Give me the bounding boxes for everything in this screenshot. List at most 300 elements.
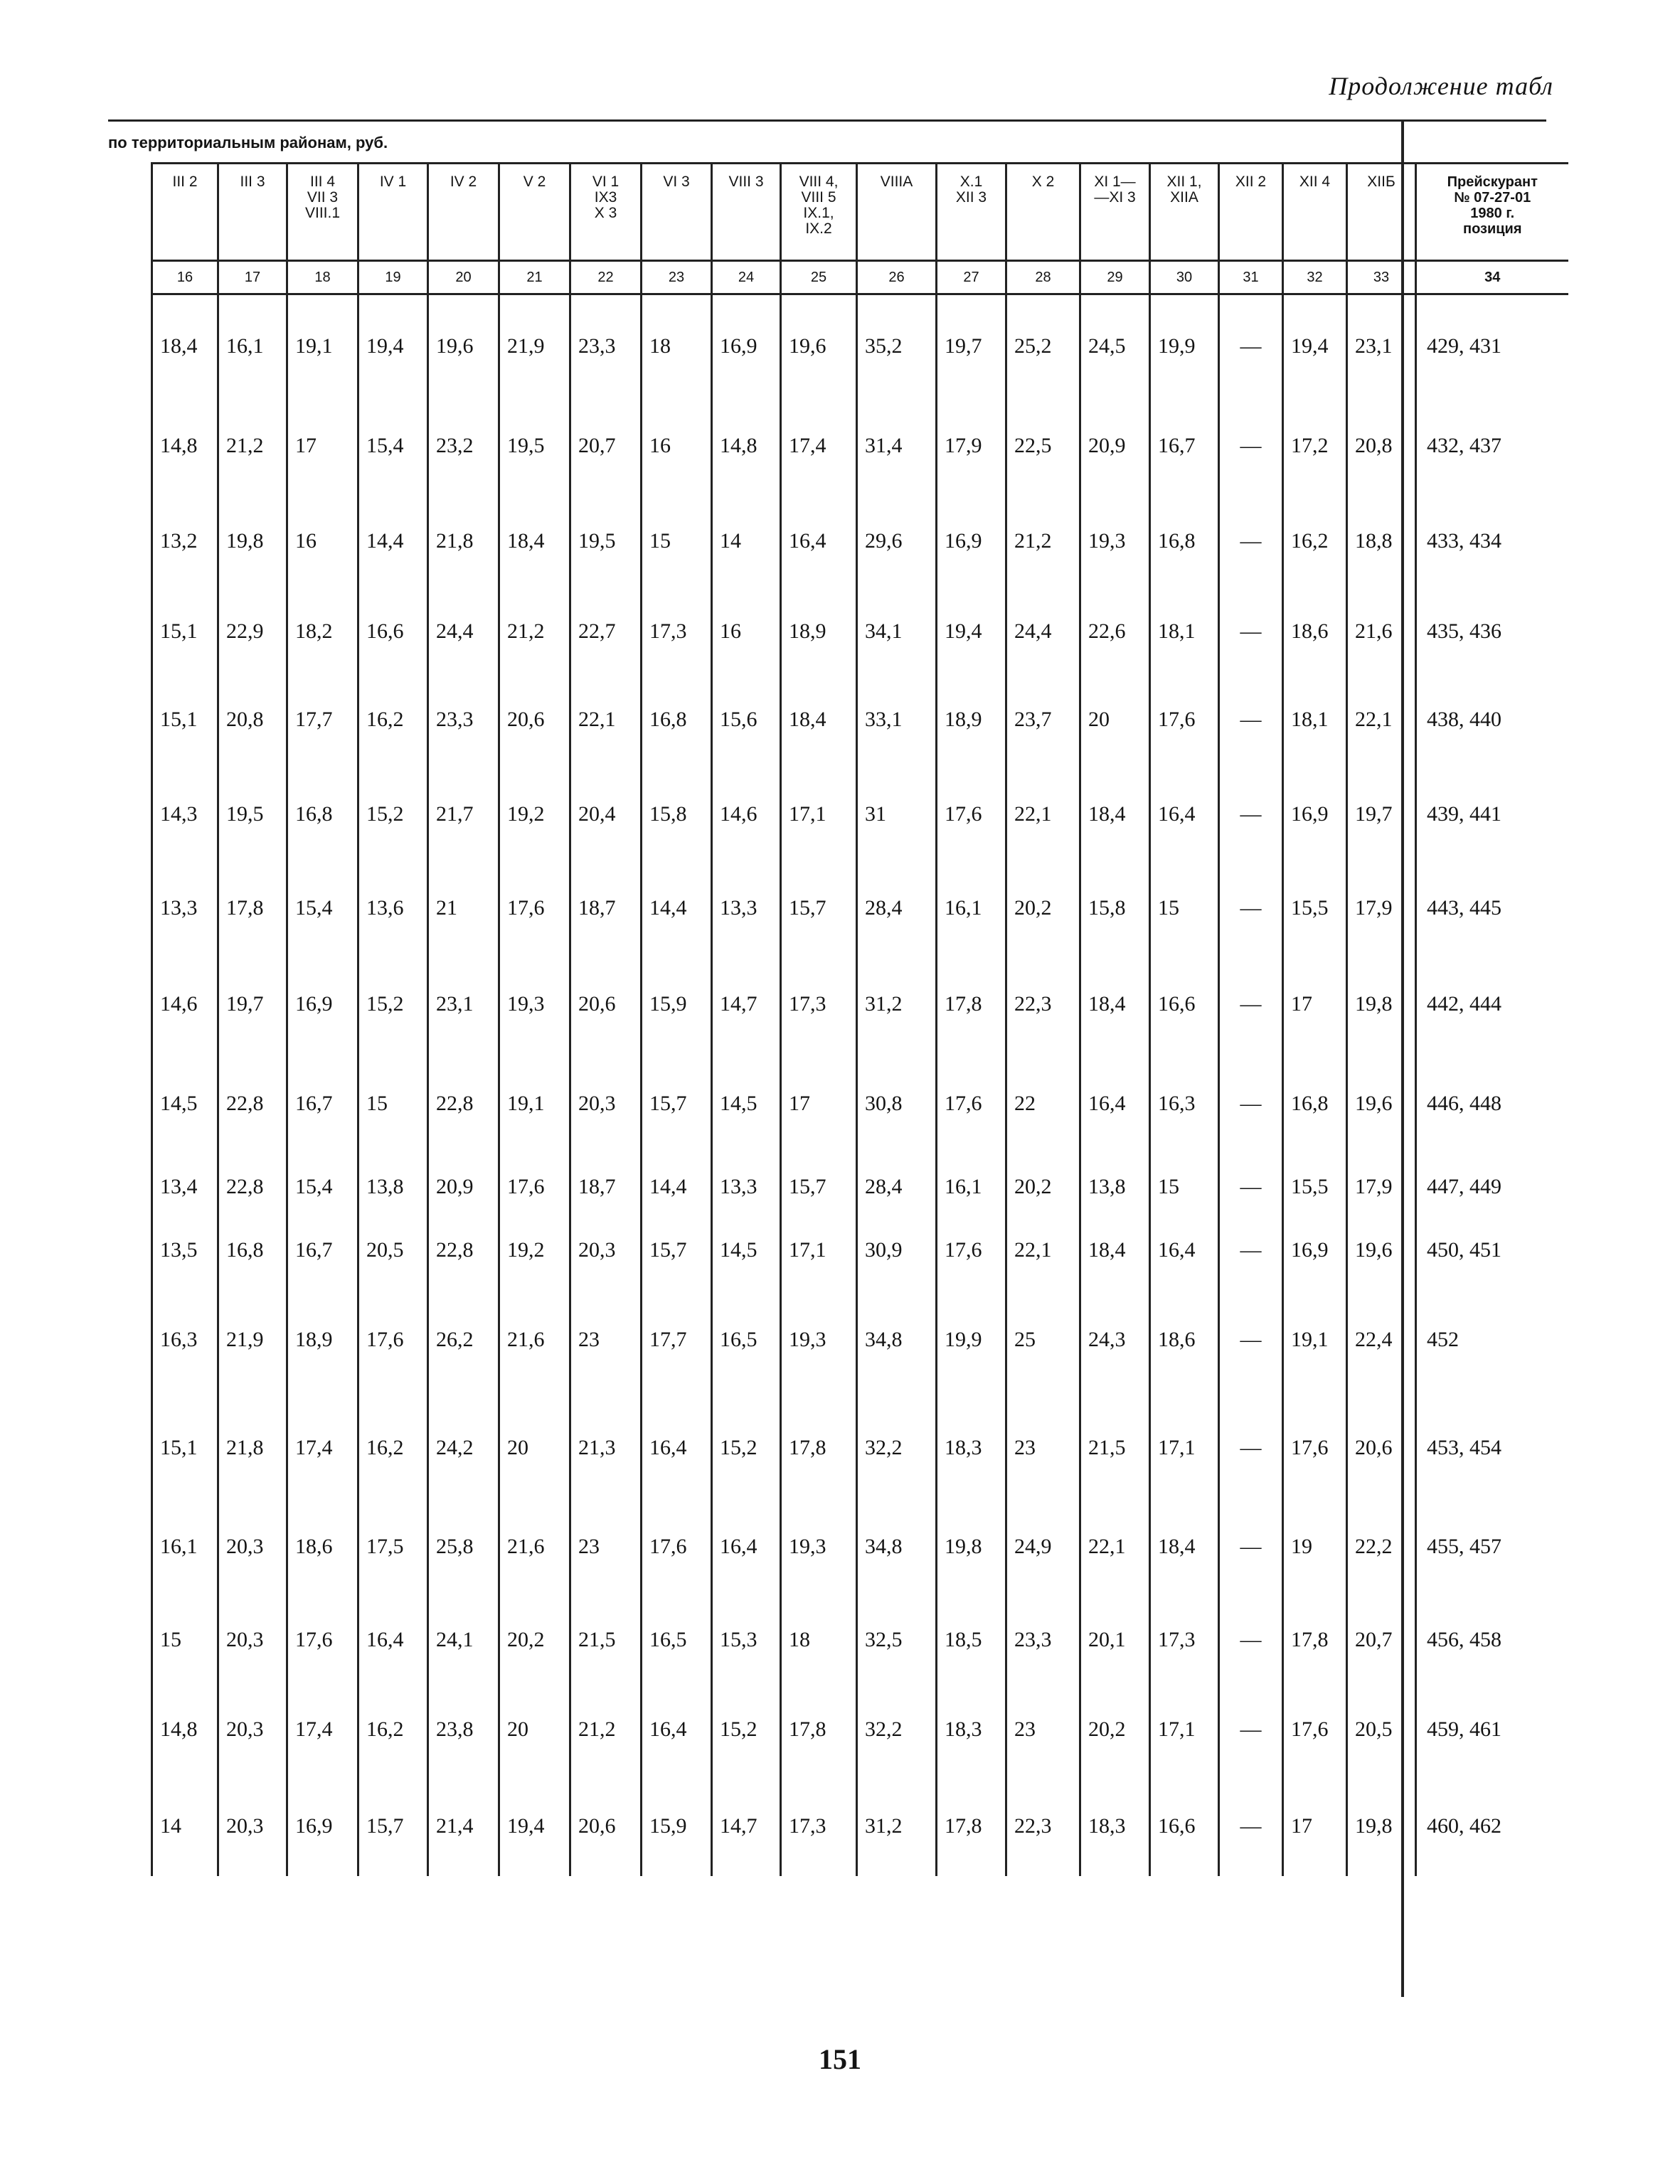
table-cell: 22,3	[1006, 954, 1080, 1055]
table-row	[152, 1683, 1568, 1777]
table-cell: 17,6	[937, 765, 1006, 863]
table-cell: —	[1219, 954, 1283, 1055]
table-cell: —	[1219, 765, 1283, 863]
table-cell: —	[1219, 1496, 1283, 1597]
table-cell: 20,3	[218, 1496, 287, 1597]
table-cell: 18	[642, 294, 712, 398]
table-cell: —	[1219, 675, 1283, 765]
table-cell: 22,3	[1006, 1777, 1080, 1876]
table-cell: 16,7	[287, 1221, 358, 1279]
table-cell: 29,6	[857, 494, 937, 588]
column-number: 26	[857, 261, 937, 294]
table-cell: —	[1219, 494, 1283, 588]
table-cell: 15,9	[642, 1777, 712, 1876]
table-cell: 20,7	[570, 398, 642, 494]
table-cell: 19,3	[1080, 494, 1150, 588]
table-cell: 16,4	[358, 1597, 428, 1683]
table-cell: 20,3	[218, 1777, 287, 1876]
table-cell: —	[1219, 863, 1283, 954]
table-cell: 14	[712, 494, 781, 588]
table-cell: 18,9	[287, 1279, 358, 1400]
table-cell: 22,8	[428, 1221, 499, 1279]
table-cell: 19,6	[1347, 1221, 1416, 1279]
table-cell: 17,9	[1347, 1154, 1416, 1221]
price-list-position-cell: 447, 449	[1416, 1154, 1568, 1221]
table-cell: 23,1	[428, 954, 499, 1055]
table-cell: 18,3	[937, 1400, 1006, 1496]
table-cell: 16,6	[358, 588, 428, 675]
table-cell: 17,4	[287, 1683, 358, 1777]
table-cell: 22,8	[428, 1055, 499, 1154]
table-cell: 32,2	[857, 1683, 937, 1777]
table-cell: 15	[642, 494, 712, 588]
table-cell: 17,8	[937, 954, 1006, 1055]
table-cell: 16,4	[712, 1496, 781, 1597]
table-cell: 21,3	[570, 1400, 642, 1496]
column-header: XII 1, XIIA	[1150, 164, 1219, 261]
table-cell: 23,1	[1347, 294, 1416, 398]
table-cell: 24,3	[1080, 1279, 1150, 1400]
table-cell: 31,2	[857, 954, 937, 1055]
table-row	[152, 1400, 1568, 1496]
table-cell: 15,1	[152, 1400, 218, 1496]
table-row	[152, 1597, 1568, 1683]
table-cell: 30,8	[857, 1055, 937, 1154]
table-cell: 17,4	[287, 1400, 358, 1496]
table-cell: 23	[570, 1496, 642, 1597]
table-cell: 22,8	[218, 1055, 287, 1154]
table-cell: 17,9	[937, 398, 1006, 494]
table-cell: 19,3	[781, 1496, 857, 1597]
column-header: XII 4	[1283, 164, 1347, 261]
column-header: X 2	[1006, 164, 1080, 261]
column-number: 24	[712, 261, 781, 294]
table-cell: 20,6	[1347, 1400, 1416, 1496]
table-cell: 18,6	[1150, 1279, 1219, 1400]
table-cell: 28,4	[857, 863, 937, 954]
column-number: 19	[358, 261, 428, 294]
table-cell: 20,3	[570, 1221, 642, 1279]
table-cell: 21,7	[428, 765, 499, 863]
table-cell: 18,1	[1283, 675, 1347, 765]
column-number: 30	[1150, 261, 1219, 294]
table-cell: 16,9	[937, 494, 1006, 588]
table-cell: 15,2	[358, 954, 428, 1055]
table-cell: 13,3	[712, 1154, 781, 1221]
table-cell: 18,6	[1283, 588, 1347, 675]
table-cell: 17,8	[1283, 1597, 1347, 1683]
price-list-position-cell: 442, 444	[1416, 954, 1568, 1055]
table-cell: 22,9	[218, 588, 287, 675]
table-cell: 15,1	[152, 588, 218, 675]
column-number: 21	[499, 261, 570, 294]
column-number: 16	[152, 261, 218, 294]
table-cell: 15,2	[712, 1683, 781, 1777]
table-cell: 22,1	[1006, 765, 1080, 863]
table-cell: 17,7	[287, 675, 358, 765]
table-cell: 20,9	[1080, 398, 1150, 494]
table-cell: 17,6	[499, 863, 570, 954]
table-cell: 19,4	[358, 294, 428, 398]
table-cell: 15,2	[358, 765, 428, 863]
table-cell: 18	[781, 1597, 857, 1683]
table-cell: 20,8	[1347, 398, 1416, 494]
table-cell: 16,4	[1080, 1055, 1150, 1154]
table-row	[152, 1496, 1568, 1597]
table-cell: —	[1219, 1777, 1283, 1876]
table-body	[152, 294, 1568, 1876]
table-cell: 14,4	[642, 1154, 712, 1221]
table-cell: 26,2	[428, 1279, 499, 1400]
table-cell: 15	[358, 1055, 428, 1154]
table-cell: 19,3	[781, 1279, 857, 1400]
price-list-position-cell: 432, 437	[1416, 398, 1568, 494]
column-number: 32	[1283, 261, 1347, 294]
table-cell: 24,1	[428, 1597, 499, 1683]
table-cell: 15,8	[1080, 863, 1150, 954]
column-number: 17	[218, 261, 287, 294]
table-cell: 24,9	[1006, 1496, 1080, 1597]
price-list-position-cell: 455, 457	[1416, 1496, 1568, 1597]
table-cell: 23,8	[428, 1683, 499, 1777]
table-cell: 22,8	[218, 1154, 287, 1221]
table-cell: 22,1	[1006, 1221, 1080, 1279]
column-number: 20	[428, 261, 499, 294]
table-header-row	[152, 164, 1568, 261]
table-cell: 20	[499, 1683, 570, 1777]
table-cell: 16,9	[287, 1777, 358, 1876]
table-cell: 13,3	[152, 863, 218, 954]
table-cell: 14,8	[152, 398, 218, 494]
table-cell: 16,4	[642, 1400, 712, 1496]
table-cell: 22,6	[1080, 588, 1150, 675]
table-cell: 14,4	[642, 863, 712, 954]
table-cell: 17,3	[642, 588, 712, 675]
table-cell: 18,7	[570, 1154, 642, 1221]
table-cell: 17,5	[358, 1496, 428, 1597]
table-cell: 17	[1283, 954, 1347, 1055]
table-cell: 20,2	[499, 1597, 570, 1683]
table-cell: 21,6	[499, 1279, 570, 1400]
table-cell: 20,6	[570, 954, 642, 1055]
table-cell: 13,8	[358, 1154, 428, 1221]
table-cell: 19,4	[1283, 294, 1347, 398]
table-cell: 19,4	[499, 1777, 570, 1876]
table-cell: 24,4	[428, 588, 499, 675]
table-cell: 16,1	[937, 863, 1006, 954]
table-cell: 23	[1006, 1683, 1080, 1777]
table-cell: 20,2	[1080, 1683, 1150, 1777]
price-list-position-cell: 429, 431	[1416, 294, 1568, 398]
table-row	[152, 1154, 1568, 1221]
table-cell: 16,9	[1283, 765, 1347, 863]
table-cell: 21,6	[499, 1496, 570, 1597]
table-cell: 23,7	[1006, 675, 1080, 765]
column-number: 33	[1347, 261, 1416, 294]
table-cell: 15	[1150, 863, 1219, 954]
table-cell: 17,6	[287, 1597, 358, 1683]
table-cell: 20	[1080, 675, 1150, 765]
table-cell: 17,6	[1150, 675, 1219, 765]
table-cell: 14,4	[358, 494, 428, 588]
table-cell: 19,7	[218, 954, 287, 1055]
column-header: V 2	[499, 164, 570, 261]
table-cell: 22,1	[1347, 675, 1416, 765]
table-cell: 21,2	[570, 1683, 642, 1777]
table-cell: 16,9	[712, 294, 781, 398]
table-cell: 16,8	[1283, 1055, 1347, 1154]
table-cell: 22,7	[570, 588, 642, 675]
table-cell: 23	[1006, 1400, 1080, 1496]
table-cell: 22	[1006, 1055, 1080, 1154]
table-cell: 20,6	[499, 675, 570, 765]
table-cell: 16,7	[1150, 398, 1219, 494]
table-cell: 21,5	[570, 1597, 642, 1683]
table-cell: 19,8	[1347, 1777, 1416, 1876]
table-row	[152, 1055, 1568, 1154]
table-cell: 14,7	[712, 954, 781, 1055]
table-cell: 17,9	[1347, 863, 1416, 954]
table-cell: 21,8	[218, 1400, 287, 1496]
table-cell: 16,8	[642, 675, 712, 765]
table-cell: 16,2	[1283, 494, 1347, 588]
table-cell: 17,4	[781, 398, 857, 494]
column-header: XII 2	[1219, 164, 1283, 261]
table-row	[152, 954, 1568, 1055]
table-cell: 14,7	[712, 1777, 781, 1876]
table-cell: 21,2	[499, 588, 570, 675]
table-cell: 20,4	[570, 765, 642, 863]
table-caption: по территориальным районам, руб.	[108, 134, 388, 151]
table-cell: 19,1	[287, 294, 358, 398]
table-cell: 16,2	[358, 675, 428, 765]
table-cell: 17,6	[642, 1496, 712, 1597]
table-cell: 17,3	[781, 1777, 857, 1876]
table-cell: 15,8	[642, 765, 712, 863]
continuation-label: Продолжение табл	[1329, 72, 1553, 100]
table-cell: 19,5	[218, 765, 287, 863]
price-list-position-cell: 443, 445	[1416, 863, 1568, 954]
table-cell: 15,4	[287, 1154, 358, 1221]
column-number: 28	[1006, 261, 1080, 294]
table-cell: 24,2	[428, 1400, 499, 1496]
table-cell: 18,4	[152, 294, 218, 398]
column-number: 27	[937, 261, 1006, 294]
table-cell: 31,2	[857, 1777, 937, 1876]
table-cell: 19,7	[1347, 765, 1416, 863]
column-header: IV 2	[428, 164, 499, 261]
column-header: III 2	[152, 164, 218, 261]
table-cell: 18,7	[570, 863, 642, 954]
table-cell: 15,7	[642, 1055, 712, 1154]
table-cell: 17,7	[642, 1279, 712, 1400]
table-cell: 14,6	[712, 765, 781, 863]
table-cell: 20,3	[570, 1055, 642, 1154]
column-header: VI 3	[642, 164, 712, 261]
price-list-position-cell: 456, 458	[1416, 1597, 1568, 1683]
table-cell: 21	[428, 863, 499, 954]
table-cell: 16,2	[358, 1683, 428, 1777]
table-cell: 15	[152, 1597, 218, 1683]
table-cell: 14,3	[152, 765, 218, 863]
table-cell: 16,3	[1150, 1055, 1219, 1154]
table-cell: 18,4	[1080, 765, 1150, 863]
table-cell: 16,3	[152, 1279, 218, 1400]
table-cell: 17,1	[781, 765, 857, 863]
column-header: III 3	[218, 164, 287, 261]
price-list-position-cell: 459, 461	[1416, 1683, 1568, 1777]
table-cell: 28,4	[857, 1154, 937, 1221]
table-cell: —	[1219, 588, 1283, 675]
table-cell: 14,5	[152, 1055, 218, 1154]
table-row	[152, 588, 1568, 675]
table-cell: 13,3	[712, 863, 781, 954]
table-cell: 17,3	[781, 954, 857, 1055]
table-cell: 18,1	[1150, 588, 1219, 675]
table-cell: 17,6	[937, 1055, 1006, 1154]
table-cell: 18,5	[937, 1597, 1006, 1683]
column-header: VIII 3	[712, 164, 781, 261]
table-cell: 25,8	[428, 1496, 499, 1597]
table-cell: 16,7	[287, 1055, 358, 1154]
table-cell: 19,6	[781, 294, 857, 398]
table-row	[152, 1777, 1568, 1876]
table-cell: 16,6	[1150, 1777, 1219, 1876]
table-row	[152, 398, 1568, 494]
table-cell: 19,2	[499, 765, 570, 863]
table-cell: 22,1	[570, 675, 642, 765]
table-cell: 34,1	[857, 588, 937, 675]
table-cell: 21,2	[218, 398, 287, 494]
table-row	[152, 1221, 1568, 1279]
table-cell: 16,4	[1150, 1221, 1219, 1279]
table-cell: —	[1219, 1400, 1283, 1496]
column-number: 34	[1416, 261, 1568, 294]
table-cell: 16,5	[712, 1279, 781, 1400]
price-list-position-cell: 433, 434	[1416, 494, 1568, 588]
table-cell: 16,9	[1283, 1221, 1347, 1279]
price-list-position-cell: 446, 448	[1416, 1055, 1568, 1154]
table-cell: 19,8	[218, 494, 287, 588]
price-list-position-cell: 438, 440	[1416, 675, 1568, 765]
column-number: 23	[642, 261, 712, 294]
table-cell: 15,7	[642, 1221, 712, 1279]
table-cell: 21,4	[428, 1777, 499, 1876]
column-header: VIII 4, VIII 5 IX.1, IX.2	[781, 164, 857, 261]
column-number-row	[152, 261, 1568, 294]
table-cell: —	[1219, 1221, 1283, 1279]
table-cell: 18,9	[937, 675, 1006, 765]
table-cell: 16,9	[287, 954, 358, 1055]
column-header: III 4 VII 3 VIII.1	[287, 164, 358, 261]
table-cell: —	[1219, 1055, 1283, 1154]
table-cell: 15,4	[358, 398, 428, 494]
table-cell: 14,5	[712, 1055, 781, 1154]
table-cell: 19,1	[499, 1055, 570, 1154]
table-cell: 18,9	[781, 588, 857, 675]
table-cell: 18,4	[1080, 1221, 1150, 1279]
table-cell: 18,3	[1080, 1777, 1150, 1876]
table-cell: 19,4	[937, 588, 1006, 675]
table-cell: 20,1	[1080, 1597, 1150, 1683]
table-cell: 19,5	[499, 398, 570, 494]
table-cell: 20,2	[1006, 1154, 1080, 1221]
column-number: 31	[1219, 261, 1283, 294]
table-row	[152, 294, 1568, 398]
table-cell: 17,6	[358, 1279, 428, 1400]
table-cell: 18,4	[781, 675, 857, 765]
table-cell: 19,9	[937, 1279, 1006, 1400]
table-cell: 20	[499, 1400, 570, 1496]
page-number: 151	[819, 2043, 861, 2075]
table-cell: 23,3	[570, 294, 642, 398]
table-cell: 13,5	[152, 1221, 218, 1279]
table-cell: 14,8	[152, 1683, 218, 1777]
table-cell: 14,6	[152, 954, 218, 1055]
table-cell: 16,4	[1150, 765, 1219, 863]
table-cell: 21,9	[499, 294, 570, 398]
table-cell: 19,6	[428, 294, 499, 398]
table-cell: 16,8	[218, 1221, 287, 1279]
table-cell: 17	[1283, 1777, 1347, 1876]
table-cell: 35,2	[857, 294, 937, 398]
table-cell: 20,9	[428, 1154, 499, 1221]
table-cell: 20,5	[1347, 1683, 1416, 1777]
table-cell: 17,1	[1150, 1683, 1219, 1777]
table-row	[152, 675, 1568, 765]
table-cell: 14,5	[712, 1221, 781, 1279]
column-header: XIIБ	[1347, 164, 1416, 261]
table-cell: 15,3	[712, 1597, 781, 1683]
table-cell: 20,7	[1347, 1597, 1416, 1683]
table-cell: 17,8	[781, 1400, 857, 1496]
column-number: 22	[570, 261, 642, 294]
table-cell: 24,5	[1080, 294, 1150, 398]
table-cell: 18,4	[1080, 954, 1150, 1055]
table-cell: 18,3	[937, 1683, 1006, 1777]
price-list-position-cell: 452	[1416, 1279, 1568, 1400]
table-cell: 21,5	[1080, 1400, 1150, 1496]
table-cell: 19	[1283, 1496, 1347, 1597]
top-rule	[108, 119, 1546, 122]
price-list-position-cell: 450, 451	[1416, 1221, 1568, 1279]
table-cell: 18,8	[1347, 494, 1416, 588]
table-cell: 16,5	[642, 1597, 712, 1683]
column-header: XI 1— —XI 3	[1080, 164, 1150, 261]
table-cell: 20,2	[1006, 863, 1080, 954]
table-cell: 15,5	[1283, 863, 1347, 954]
table-cell: 15,9	[642, 954, 712, 1055]
table-cell: 18,4	[499, 494, 570, 588]
table-cell: 34,8	[857, 1279, 937, 1400]
column-number: 18	[287, 261, 358, 294]
column-number: 29	[1080, 261, 1150, 294]
table-cell: —	[1219, 1279, 1283, 1400]
table-cell: 15,2	[712, 1400, 781, 1496]
table-cell: 19,8	[1347, 954, 1416, 1055]
table-cell: —	[1219, 1154, 1283, 1221]
table-cell: 17	[287, 398, 358, 494]
table-cell: 19,8	[937, 1496, 1006, 1597]
table-cell: 20,6	[570, 1777, 642, 1876]
table-cell: 16,1	[152, 1496, 218, 1597]
table-cell: 14,8	[712, 398, 781, 494]
table-cell: 17,8	[218, 863, 287, 954]
table-cell: 19,7	[937, 294, 1006, 398]
table-cell: 20,3	[218, 1597, 287, 1683]
table-cell: 17,6	[937, 1221, 1006, 1279]
table-cell: —	[1219, 1597, 1283, 1683]
